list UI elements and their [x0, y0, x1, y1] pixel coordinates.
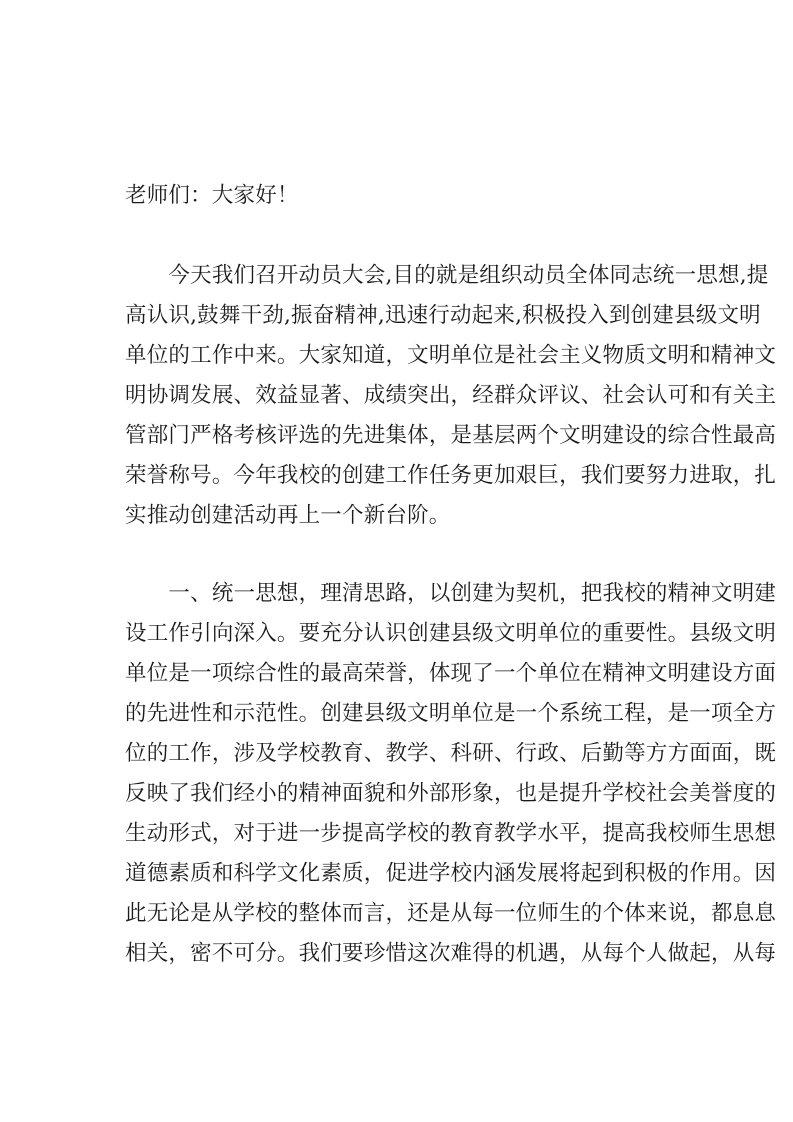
text-line: 明 协 调 发 展 、 效 益 显 著 、 成 绩 突 出 ， 经 群 众 评 议 、 社 会 认 可 和 有 关 主 — [125, 383, 777, 408]
paragraph-section-one — [125, 574, 777, 974]
greeting-line: 老师们：大家好！ — [125, 183, 299, 208]
text-line: 生 动 形 式 ， 对 于 进 一 步 提 高 学 校 的 教 育 教 学 水 平 ， 提 高 我 校 师 生 思 想 — [125, 821, 777, 846]
text-line: 此 无 论 是 从 学 校 的 整 体 而 言 ， 还 是 从 每 一 位 师 生 的 个 体 来 说 ， 都 息 息 — [125, 901, 777, 926]
text-line: 位 的 工 作 ， 涉 及 学 校 教 育 、 教 学 、 科 研 、 行 政 、 后 勤 等 方 方 面 面 ， 既 — [125, 741, 777, 766]
text-line: 反 映 了 我 们 经 小 的 精 神 面 貌 和 外 部 形 象 ， 也 是 提 升 学 校 社 会 美 誉 度 的 — [125, 781, 777, 806]
paragraph-spacer — [125, 536, 687, 574]
paragraph-spacer — [125, 216, 687, 256]
text-line: 高 认 识 , 鼓 舞 干 劲 , 振 奋 精 神 , 迅 速 行 动 起 来 , 积 极 投 入 到 创 建 县 级 文 明 — [125, 303, 761, 328]
text-line: 实推动创建活动再上一个新台阶。 — [125, 503, 451, 528]
text-line: 今 天 我 们 召 开 动 员 大 会 , 目 的 就 是 组 织 动 员 全 体 同 志 统 一 思 想 , 提 — [168, 263, 769, 288]
paragraph-opening — [125, 256, 777, 536]
text-line: 设 工 作 引 向 深 入 。 要 充 分 认 识 创 建 县 级 文 明 单 位 的 重 要 性 。 县 级 文 明 — [125, 621, 777, 646]
text-line: 荣 誉 称 号 。 今 年 我 校 的 创 建 工 作 任 务 更 加 艰 巨 ， 我 们 要 努 力 进 取 ， 扎 — [125, 463, 777, 488]
text-line: 单 位 是 一 项 综 合 性 的 最 高 荣 誉 ， 体 现 了 一 个 单 位 在 精 神 文 明 建 设 方 面 — [125, 661, 777, 686]
text-line: 的 先 进 性 和 示 范 性 。 创 建 县 级 文 明 单 位 是 一 个 系 统 工 程 ， 是 一 项 全 方 — [125, 701, 777, 726]
text-line: 单 位 的 工 作 中 来 。 大 家 知 道 ， 文 明 单 位 是 社 会 主 义 物 质 文 明 和 精 神 文 — [125, 343, 777, 368]
document-text-column — [125, 176, 777, 974]
text-line: 相 关 ， 密 不 可 分 。 我 们 要 珍 惜 这 次 难 得 的 机 遇 ， 从 每 个 人 做 起 ， 从 每 — [125, 941, 777, 966]
text-line: 一 、 统 一 思 想 ， 理 清 思 路 ， 以 创 建 为 契 机 ， 把 我 校 的 精 神 文 明 建 — [168, 581, 777, 606]
text-line: 管 部 门 严 格 考 核 评 选 的 先 进 集 体 ， 是 基 层 两 个 文 明 建 设 的 综 合 性 最 高 — [125, 423, 777, 448]
text-line: 道 德 素 质 和 科 学 文 化 素 质 ， 促 进 学 校 内 涵 发 展 将 起 到 积 极 的 作 用 。 因 — [125, 861, 777, 886]
